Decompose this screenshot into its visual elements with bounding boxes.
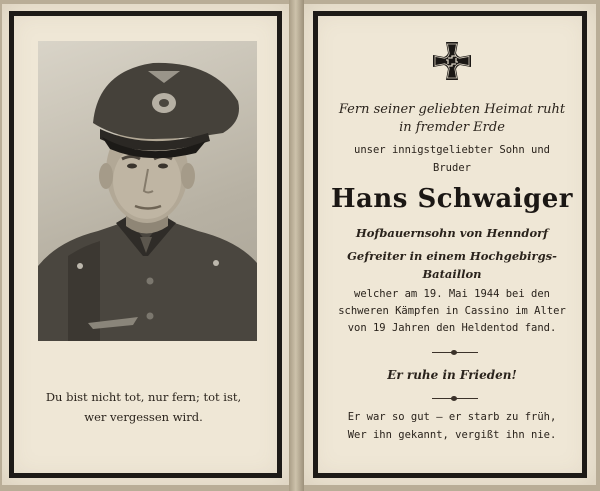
card-fold [289, 0, 304, 491]
death-line: welcher am 19. Mai 1944 bei den [354, 288, 550, 300]
rank-line: Gefreiter in einem Hochgebirgs- [347, 249, 557, 263]
quote-line: wer vergessen wird. [84, 410, 203, 424]
soldier-portrait-icon [38, 41, 257, 341]
memorial-quote [12, 387, 275, 427]
text-line-erde: in fremder Erde [399, 120, 505, 135]
origin-line: Hofbauernsohn von Henndorf [355, 226, 549, 240]
closing-line: Er war so gut — er starb zu früh, [347, 411, 557, 423]
ornament-divider [432, 398, 478, 399]
death-line: von 19 Jahren den Heldentod fand. [347, 322, 557, 334]
text-line-sohn: unser innigstgeliebter Sohn und [354, 144, 550, 156]
text-line-bruder: Bruder [433, 162, 471, 174]
ornament-divider [432, 352, 478, 353]
rank-line-2: Bataillon [422, 267, 482, 281]
soldier-portrait-photo [38, 41, 257, 341]
deceased-name: Hans Schwaiger [330, 184, 574, 214]
quote-line: Du bist nicht tot, nur fern; tot ist, [45, 390, 242, 404]
closing-line: Wer ihn gekannt, vergißt ihn nie. [347, 429, 557, 441]
death-line: schweren Kämpfen in Cassino im Alter [338, 305, 566, 317]
text-line-heimat: Fern seiner geliebten Heimat ruht [338, 102, 566, 117]
iron-cross-icon [431, 40, 473, 82]
peace-line: Er ruhe in Frieden! [387, 368, 517, 382]
